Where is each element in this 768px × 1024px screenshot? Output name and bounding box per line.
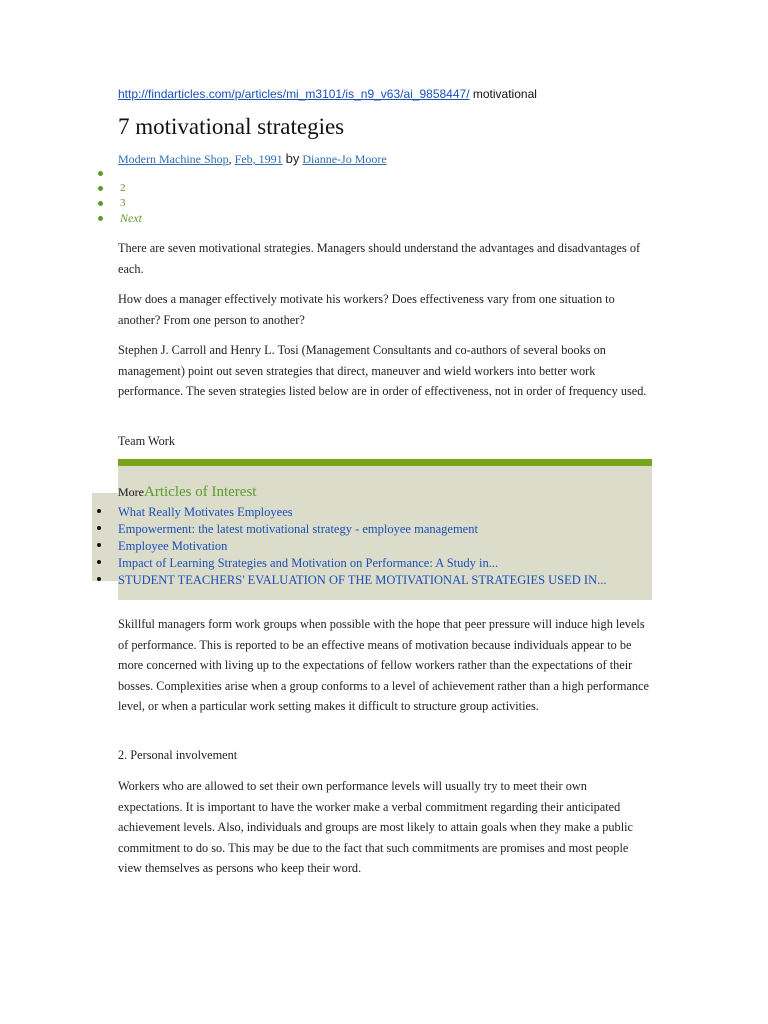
bullet-icon	[98, 171, 103, 176]
bullet-icon	[98, 201, 103, 206]
page-2-link[interactable]: 2	[120, 182, 126, 194]
date-link[interactable]: Feb, 1991	[234, 152, 283, 166]
paragraph-intro: There are seven motivational strategies. Managers should understand the advantages and disadvantages of each.	[118, 241, 641, 276]
article-title: 7 motivational strategies	[118, 114, 345, 139]
bullet-icon	[98, 186, 103, 191]
articles-of-interest-box	[118, 459, 652, 600]
interest-links-list	[118, 503, 606, 588]
paragraph-personal-involvement: Workers who are allowed to set their own performance levels will usually try to meet their own expectations. It is important to have the worker make a verbal commitment regarding their anticipated achievement levels. Also, individuals and groups are most likely to attain goals when they make a public commitment to do so. This may be due to the fact that such commitments are promises and most people view themselves as persons who keep their word.	[118, 779, 633, 875]
heading-personal-involvement: 2. Personal involvement	[118, 748, 238, 762]
articles-of-interest-heading	[118, 483, 256, 501]
source-url-link[interactable]: http://findarticles.com/p/articles/mi_m3101/is_n9_v63/ai_9858447/	[118, 87, 470, 101]
publication-link[interactable]: Modern Machine Shop	[118, 152, 229, 166]
articles-of-interest-title: Articles of Interest	[144, 484, 257, 500]
more-label: More	[118, 485, 144, 499]
bullet-icon	[97, 543, 101, 547]
bullet-icon	[97, 577, 101, 581]
author-link[interactable]: Dianne-Jo Moore	[302, 152, 387, 166]
bullet-icon	[97, 526, 101, 530]
paragraph-team-work: Skillful managers form work groups when possible with the hope that peer pressure will induce high levels of performance. This is reported to be an effective means of motivation because individuals appear to be more concerned with living up to the expectations of fellow workers rather than the expectations of their bosses. Complexities arise when a group conforms to a level of achievement rather than a high performance level, or when a particular work setting makes it difficult to structure group activities.	[118, 617, 649, 713]
byline: Modern Machine Shop, Feb, 1991 by Dianne-Jo Moore	[118, 151, 387, 166]
interest-link-item[interactable]: Employee Motivation	[118, 537, 606, 554]
interest-link-item[interactable]: Empowerment: the latest motivational strategy - employee management	[118, 520, 606, 537]
interest-link-item[interactable]: What Really Motivates Employees	[118, 503, 606, 520]
interest-link-item[interactable]: Impact of Learning Strategies and Motivation on Performance: A Study in...	[118, 554, 606, 571]
source-url-suffix: motivational	[469, 87, 537, 101]
bullet-icon	[98, 216, 103, 221]
bullet-icon	[97, 560, 101, 564]
bullet-column-background	[92, 493, 118, 581]
interest-link-item[interactable]: STUDENT TEACHERS' EVALUATION OF THE MOTIVATIONAL STRATEGIES USED IN...	[118, 571, 606, 588]
source-line	[118, 87, 537, 101]
page-3-link[interactable]: 3	[120, 197, 126, 209]
next-page-link[interactable]: Next	[120, 211, 142, 225]
heading-team-work: Team Work	[118, 434, 175, 448]
byline-by: by	[285, 151, 300, 166]
paragraph-carroll-tosi: Stephen J. Carroll and Henry L. Tosi (Management Consultants and co-authors of several books on management) point out seven strategies that direct, maneuver and wield workers into better work performance. The seven strategies listed below are in order of effectiveness, not in order of frequency used.	[118, 343, 647, 398]
paragraph-question: How does a manager effectively motivate his workers? Does effectiveness vary from one situation to another? From one person to another?	[118, 292, 615, 327]
bullet-icon	[97, 509, 101, 513]
